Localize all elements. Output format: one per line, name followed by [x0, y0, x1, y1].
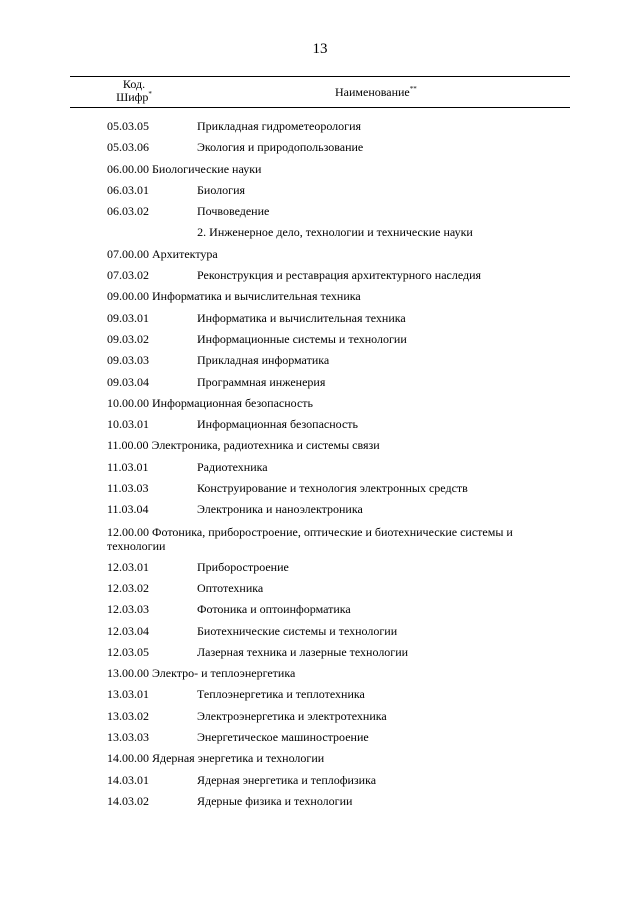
- program-row: [0, 621, 640, 642]
- header-name-label: Наименование: [335, 85, 410, 99]
- program-name: Программная инженерия: [197, 374, 326, 389]
- table-header: [70, 76, 570, 108]
- program-code: 09.03.03: [107, 353, 149, 368]
- program-name: Информационная безопасность: [197, 417, 358, 432]
- program-row: [0, 706, 640, 727]
- program-row: [0, 770, 640, 791]
- program-name: Экология и природопользование: [197, 140, 364, 155]
- program-code: 06.03.02: [107, 204, 149, 219]
- program-name: Электроника и наноэлектроника: [197, 502, 363, 517]
- program-name: Оптотехника: [197, 580, 264, 595]
- section-title: 2. Инженерное дело, технологии и технические науки: [197, 225, 473, 240]
- program-row: [0, 137, 640, 158]
- program-row: [0, 478, 640, 499]
- program-row: [0, 350, 640, 371]
- program-code: 12.03.01: [107, 559, 149, 574]
- program-name: Теплоэнергетика и теплотехника: [197, 687, 365, 702]
- program-name: Приборостроение: [197, 559, 289, 574]
- program-name: Конструирование и технология электронных средств: [197, 481, 468, 496]
- group-row: [0, 393, 640, 414]
- page-number: 13: [312, 41, 328, 57]
- program-row: [0, 329, 640, 350]
- group-title: 13.00.00 Электро- и теплоэнергетика: [107, 666, 296, 681]
- program-row: [0, 457, 640, 478]
- header-code-footnote-mark: *: [148, 90, 152, 98]
- program-code: 09.03.01: [107, 310, 149, 325]
- group-title: 12.00.00 Фотоника, приборостроение, оптические и биотехнические системы и технологии: [107, 524, 513, 553]
- program-name: Электроэнергетика и электротехника: [197, 708, 387, 723]
- program-name: Ядерные физика и технологии: [197, 793, 353, 808]
- program-code: 12.03.02: [107, 580, 149, 595]
- group-row: [0, 159, 640, 180]
- header-name: [335, 86, 417, 99]
- program-name: Информационные системы и технологии: [197, 331, 407, 346]
- program-name: Фотоника и оптоинформатика: [197, 602, 351, 617]
- program-row: [0, 578, 640, 599]
- program-code: 09.03.04: [107, 374, 149, 389]
- program-code: 05.03.06: [107, 140, 149, 155]
- program-code: 13.03.03: [107, 730, 149, 745]
- group-title: 06.00.00 Биологические науки: [107, 161, 262, 176]
- group-title: 11.00.00 Электроника, радиотехника и системы связи: [107, 438, 380, 453]
- program-row: [0, 116, 640, 137]
- program-row: [0, 308, 640, 329]
- program-name: Реконструкция и реставрация архитектурного наследия: [197, 268, 482, 283]
- header-code-line2: Шифр: [116, 90, 149, 104]
- program-row: [0, 599, 640, 620]
- header-code-line1: Код.: [122, 77, 146, 91]
- program-name: Прикладная гидрометеорология: [197, 119, 362, 133]
- group-row: [0, 663, 640, 684]
- program-name: Лазерная техника и лазерные технологии: [197, 644, 409, 659]
- program-row: [0, 201, 640, 222]
- program-row: [0, 642, 640, 663]
- program-code: 10.03.01: [107, 417, 149, 432]
- section-row: [0, 222, 640, 243]
- program-name: Биология: [197, 182, 246, 197]
- program-code: 07.03.02: [107, 268, 149, 283]
- program-code: 13.03.01: [107, 687, 149, 702]
- program-row: [0, 265, 640, 286]
- group-title: 10.00.00 Информационная безопасность: [107, 395, 313, 410]
- program-code: 12.03.05: [107, 644, 149, 659]
- program-code: 06.03.01: [107, 182, 149, 197]
- program-name: Биотехнические системы и технологии: [197, 623, 398, 638]
- group-row: [0, 286, 640, 307]
- header-code: [94, 78, 174, 104]
- group-title: 09.00.00 Информатика и вычислительная техника: [107, 289, 361, 304]
- program-row: [0, 414, 640, 435]
- program-code: 13.03.02: [107, 708, 149, 723]
- program-code: 14.03.02: [107, 793, 149, 808]
- program-row: [0, 372, 640, 393]
- program-code: 09.03.02: [107, 331, 149, 346]
- program-name: Энергетическое машиностроение: [197, 730, 369, 745]
- program-code: 11.03.03: [107, 481, 149, 496]
- program-name: Радиотехника: [197, 459, 268, 474]
- program-code: 14.03.01: [107, 772, 149, 787]
- program-code: 11.03.01: [107, 459, 149, 474]
- program-code: 11.03.04: [107, 502, 149, 517]
- group-row: [0, 521, 640, 557]
- program-name: Почвоведение: [197, 204, 270, 219]
- program-row: [0, 557, 640, 578]
- program-name: Прикладная информатика: [197, 353, 330, 368]
- group-row: [0, 244, 640, 265]
- program-row: [0, 791, 640, 812]
- program-list: [0, 116, 640, 812]
- program-name: Ядерная энергетика и теплофизика: [197, 772, 377, 787]
- group-title: 07.00.00 Архитектура: [107, 246, 218, 261]
- program-code: 12.03.03: [107, 602, 149, 617]
- program-row: [0, 180, 640, 201]
- group-title: 14.00.00 Ядерная энергетика и технологии: [107, 751, 325, 766]
- program-name: Информатика и вычислительная техника: [197, 310, 406, 325]
- program-row: [0, 727, 640, 748]
- program-row: [0, 684, 640, 705]
- program-code: 05.03.05: [107, 119, 149, 133]
- group-row: [0, 435, 640, 456]
- header-name-footnote-mark: **: [409, 85, 417, 93]
- group-row: [0, 748, 640, 769]
- program-row: [0, 499, 640, 520]
- program-code: 12.03.04: [107, 623, 149, 638]
